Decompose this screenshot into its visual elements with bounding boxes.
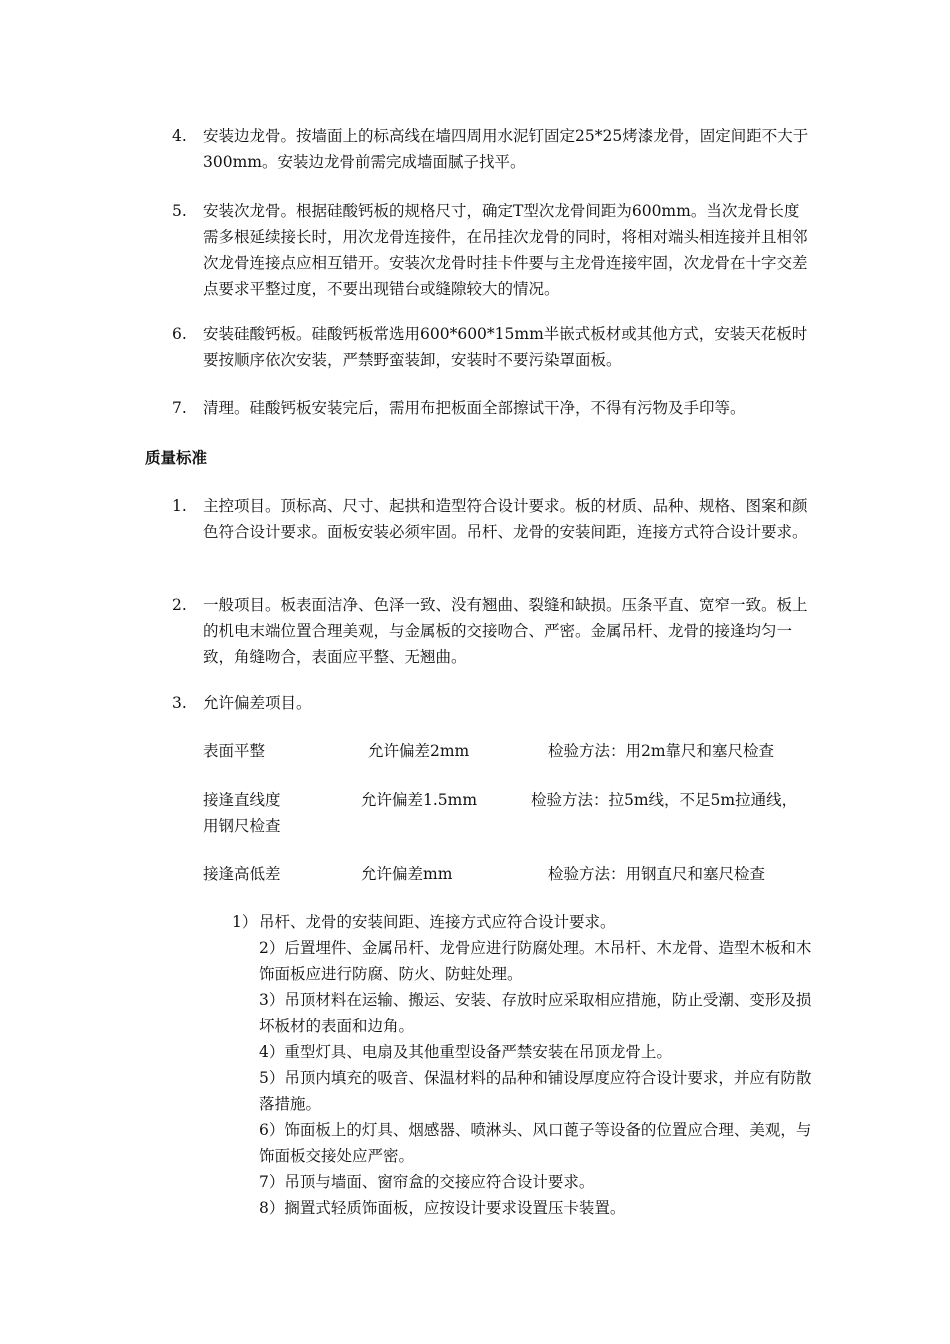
tolerance-item: 接逢直线度 bbox=[203, 791, 281, 809]
step-4 bbox=[172, 123, 812, 175]
tolerance-method: 检验方法：用2m靠尺和塞尺检查 bbox=[548, 742, 775, 760]
tolerance-deviation: 允许偏差1.5mm bbox=[361, 791, 478, 809]
step-number: 7. bbox=[172, 399, 187, 417]
item-number: 2. bbox=[172, 596, 187, 614]
quality-item-2 bbox=[172, 592, 812, 670]
note-number: 1） bbox=[232, 913, 258, 931]
tolerance-deviation: 允许偏差2mm bbox=[368, 742, 470, 760]
step-5 bbox=[172, 198, 812, 302]
step-text: 安装次龙骨。根据硅酸钙板的规格尺寸，确定T型次龙骨间距为600mm。当次龙骨长度需多根延续接长时，用次龙骨连接件，在吊挂次龙骨的同时，将相对端头相连接并且相邻次龙骨连接点应相互错开。安装次龙骨时挂卡件要与主龙骨连接牢固，次龙骨在十字交差点要求平整过度，不要出现错台或缝隙较大的情况。 bbox=[203, 202, 808, 298]
tolerance-row bbox=[203, 861, 813, 913]
section-heading-quality: 质量标准 bbox=[145, 449, 208, 467]
item-number: 3. bbox=[172, 694, 187, 712]
step-7 bbox=[172, 395, 812, 421]
step-6 bbox=[172, 321, 812, 373]
note-item: 3）吊顶材料在运输、搬运、安装、存放时应采取相应措施，防止受潮、变形及损坏板材的表面和边角。 bbox=[259, 991, 812, 1035]
tolerance-method-continued: 用钢尺检查 bbox=[203, 817, 281, 835]
tolerance-item: 接逢高低差 bbox=[203, 865, 281, 883]
item-text: 允许偏差项目。 bbox=[203, 694, 312, 712]
tolerance-item: 表面平整 bbox=[203, 742, 266, 760]
quality-item-3 bbox=[172, 690, 812, 716]
tolerance-deviation: 允许偏差mm bbox=[361, 865, 453, 883]
note-item: 8）搁置式轻质饰面板，应按设计要求设置压卡装置。 bbox=[259, 1199, 626, 1217]
step-number: 5. bbox=[172, 202, 187, 220]
step-text: 清理。硅酸钙板安装完后，需用布把板面全部擦试干净，不得有污物及手印等。 bbox=[203, 399, 746, 417]
quality-item-1 bbox=[172, 493, 812, 545]
note-item: 7）吊顶与墙面、窗帘盒的交接应符合设计要求。 bbox=[259, 1173, 595, 1191]
step-text: 安装硅酸钙板。硅酸钙板常选用600*600*15mm半嵌式板材或其他方式，安装天花板时要按顺序依次安装，严禁野蛮装卸，安装时不要污染罩面板。 bbox=[203, 325, 808, 369]
tolerance-method: 检验方法：用钢直尺和塞尺检查 bbox=[548, 865, 766, 883]
tolerance-row bbox=[203, 738, 813, 790]
step-number: 4. bbox=[172, 127, 187, 145]
note-item bbox=[232, 909, 817, 935]
notes-list bbox=[232, 909, 817, 1221]
step-text: 安装边龙骨。按墙面上的标高线在墙四周用水泥钉固定25*25烤漆龙骨，固定间距不大于300mm。安装边龙骨前需完成墙面腻子找平。 bbox=[203, 127, 809, 171]
tolerance-row bbox=[203, 787, 813, 839]
item-text: 主控项目。顶标高、尺寸、起拱和造型符合设计要求。板的材质、品种、规格、图案和颜色符合设计要求。面板安装必须牢固。吊杆、龙骨的安装间距，连接方式符合设计要求。 bbox=[203, 497, 808, 541]
note-item: 2）后置埋件、金属吊杆、龙骨应进行防腐处理。木吊杆、木龙骨、造型木板和木饰面板应进行防腐、防火、防蛀处理。 bbox=[259, 939, 812, 983]
note-text: 吊杆、龙骨的安装间距、连接方式应符合设计要求。 bbox=[259, 913, 616, 931]
note-item: 4）重型灯具、电扇及其他重型设备严禁安装在吊顶龙骨上。 bbox=[259, 1043, 672, 1061]
tolerance-method: 检验方法：拉5m线，不足5m拉通线， bbox=[531, 791, 798, 809]
step-number: 6. bbox=[172, 325, 187, 343]
item-number: 1. bbox=[172, 497, 187, 515]
note-item: 5）吊顶内填充的吸音、保温材料的品种和铺设厚度应符合设计要求，并应有防散落措施。 bbox=[259, 1069, 812, 1113]
item-text: 一般项目。板表面洁净、色泽一致、没有翘曲、裂缝和缺损。压条平直、宽窄一致。板上的机电末端位置合理美观，与金属板的交接吻合、严密。金属吊杆、龙骨的接逢均匀一致，角缝吻合，表面应平整、无翘曲。 bbox=[203, 596, 808, 666]
note-item: 6）饰面板上的灯具、烟感器、喷淋头、风口蓖子等设备的位置应合理、美观，与饰面板交接处应严密。 bbox=[259, 1121, 812, 1165]
